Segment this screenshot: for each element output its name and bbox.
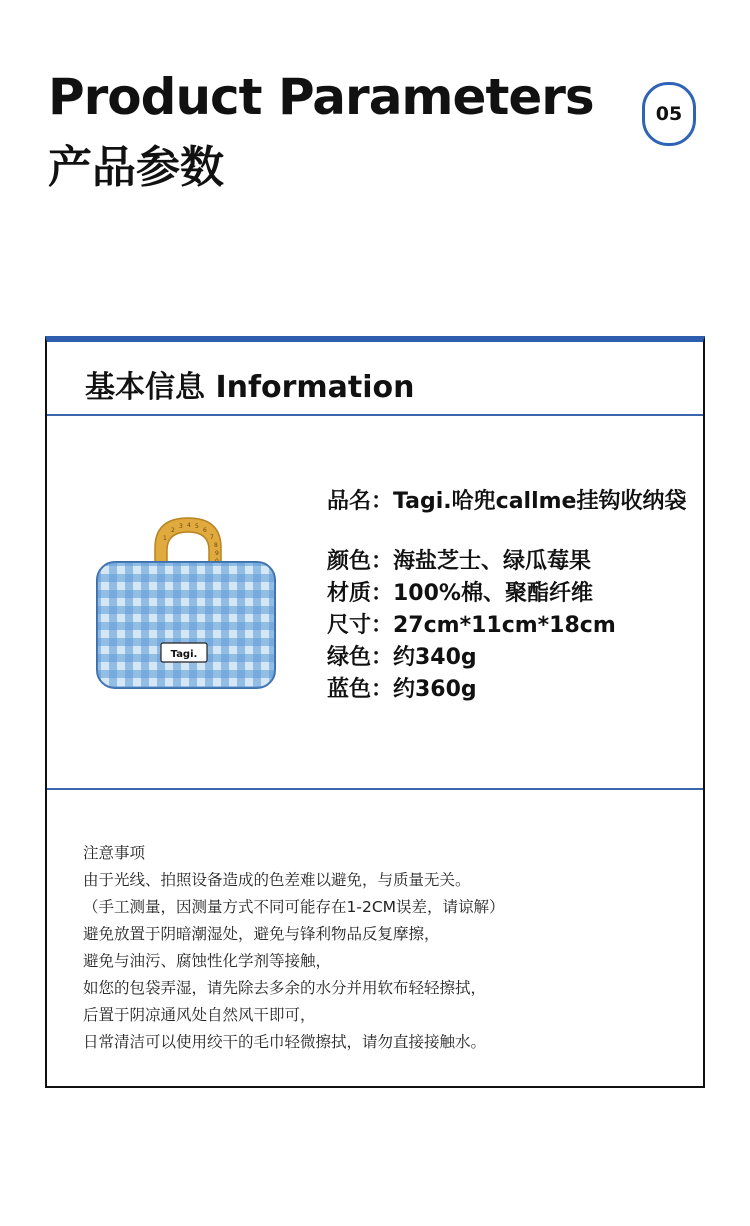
page-title-en: Product Parameters xyxy=(48,68,594,126)
care-notes xyxy=(83,840,505,1056)
param-weight-green: 绿色：约340g xyxy=(327,645,477,670)
notes-line: （手工测量，因测量方式不同可能存在1-2CM误差，请谅解） xyxy=(83,898,505,916)
svg-text:3: 3 xyxy=(179,523,183,530)
product-info-section xyxy=(47,416,703,790)
section-number-badge: 05 xyxy=(642,82,696,146)
param-name: 品名：Tagi.哈兜callme挂钩收纳袋 xyxy=(327,489,687,514)
product-bag-image xyxy=(93,510,283,690)
param-color: 颜色：海盐芝士、绿瓜莓果 xyxy=(327,549,592,574)
page-title-zh: 产品参数 xyxy=(48,142,224,193)
svg-text:8: 8 xyxy=(214,542,218,549)
svg-text:9: 9 xyxy=(215,550,219,557)
notes-line: 避免与油污、腐蚀性化学剂等接触， xyxy=(83,952,332,970)
notes-title: 注意事项 xyxy=(83,844,146,862)
svg-text:2: 2 xyxy=(171,527,175,534)
notes-line: 后置于阴凉通风处自然风干即可， xyxy=(83,1006,316,1024)
bag-label-text: Tagi. xyxy=(170,649,198,660)
product-params xyxy=(327,486,699,706)
svg-text:1: 1 xyxy=(163,535,167,542)
svg-text:7: 7 xyxy=(210,534,214,541)
notes-line: 如您的包袋弄湿，请先除去多余的水分并用软布轻轻擦拭， xyxy=(83,979,487,997)
card-header xyxy=(47,342,703,416)
param-material: 材质：100%棉、聚酯纤维 xyxy=(327,581,593,606)
card-header-title: 基本信息 Information xyxy=(85,370,415,405)
info-card xyxy=(45,336,705,1088)
svg-text:5: 5 xyxy=(195,523,199,530)
param-size: 尺寸：27cm*11cm*18cm xyxy=(327,613,616,638)
notes-line: 日常清洁可以使用绞干的毛巾轻微擦拭，请勿直接接触水。 xyxy=(83,1033,487,1051)
notes-line: 由于光线、拍照设备造成的色差难以避免，与质量无关。 xyxy=(83,871,471,889)
notes-line: 避免放置于阴暗潮湿处，避免与锋利物品反复摩擦， xyxy=(83,925,440,943)
svg-text:6: 6 xyxy=(203,527,207,534)
param-weight-blue: 蓝色：约360g xyxy=(327,677,477,702)
svg-text:4: 4 xyxy=(187,522,191,529)
